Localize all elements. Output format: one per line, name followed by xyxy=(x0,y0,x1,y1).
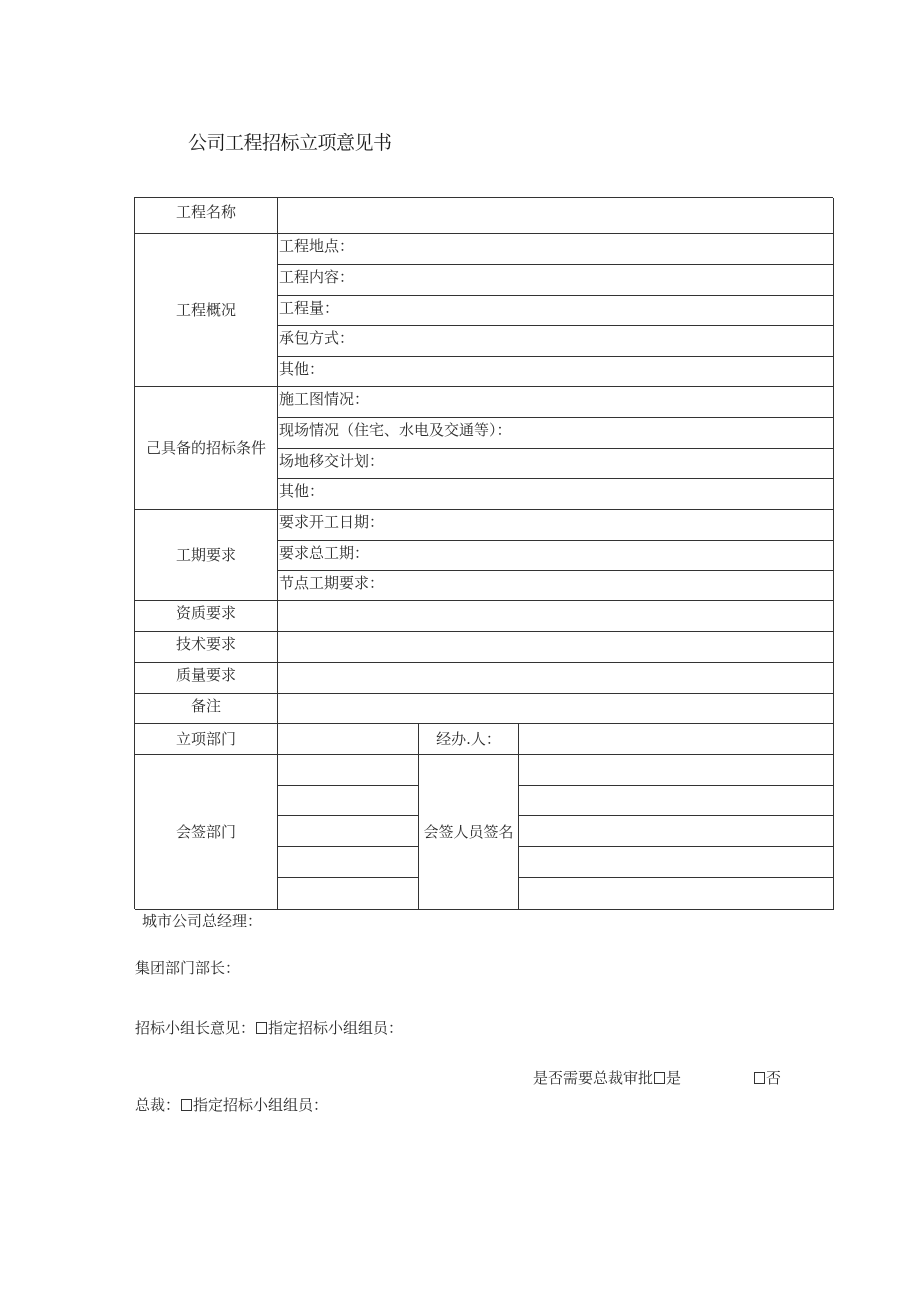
cosign-dept-row[interactable] xyxy=(278,755,419,786)
cosign-signature-row[interactable] xyxy=(519,878,834,910)
conditions-handover-field[interactable]: 场地移交计划： xyxy=(278,449,834,479)
handler-label: 经办.人： xyxy=(419,724,519,755)
cosign-dept-label: 会签部门 xyxy=(135,755,278,910)
dept-field[interactable] xyxy=(278,724,419,755)
cosign-dept-row[interactable] xyxy=(278,847,419,878)
president-line xyxy=(135,1096,328,1114)
approval-yes-label: 是 xyxy=(666,1069,682,1087)
conditions-label: 己具备的招标条件 xyxy=(135,387,278,510)
cosign-dept-row[interactable] xyxy=(278,816,419,847)
cosign-signature-row[interactable] xyxy=(519,847,834,878)
conditions-drawings-field[interactable]: 施工图情况： xyxy=(278,387,834,418)
approval-form-table xyxy=(134,197,833,909)
handler-field[interactable] xyxy=(519,724,834,755)
page-title: 公司工程招标立项意见书 xyxy=(188,132,392,154)
qualification-field[interactable] xyxy=(278,601,834,632)
conditions-site-field[interactable]: 现场情况（住宅、水电及交通等）： xyxy=(278,418,834,449)
quality-label: 质量要求 xyxy=(135,663,278,694)
approval-no-label: 否 xyxy=(766,1069,782,1087)
cosign-dept-row[interactable] xyxy=(278,786,419,816)
technical-label: 技术要求 xyxy=(135,632,278,663)
project-name-label: 工程名称 xyxy=(135,198,278,234)
schedule-label: 工期要求 xyxy=(135,510,278,601)
approval-yes-checkbox[interactable] xyxy=(654,1072,665,1084)
leader-opinion-line xyxy=(135,1019,403,1037)
approval-question-line xyxy=(533,1069,681,1087)
assign-members-label: 指定招标小组组员： xyxy=(268,1019,404,1037)
dept-label: 立项部门 xyxy=(135,724,278,755)
project-name-field[interactable] xyxy=(278,198,834,234)
schedule-milestone-field[interactable]: 节点工期要求： xyxy=(278,571,834,601)
remarks-label: 备注 xyxy=(135,694,278,724)
qualification-label: 资质要求 xyxy=(135,601,278,632)
schedule-total-field[interactable]: 要求总工期： xyxy=(278,541,834,571)
quality-field[interactable] xyxy=(278,663,834,694)
conditions-other-field[interactable]: 其他： xyxy=(278,479,834,510)
technical-field[interactable] xyxy=(278,632,834,663)
city-manager-line: 城市公司总经理： xyxy=(142,912,263,930)
approval-question-label: 是否需要总裁审批 xyxy=(533,1069,654,1087)
overview-contract-type-field[interactable]: 承包方式： xyxy=(278,326,834,357)
leader-opinion-label: 招标小组长意见： xyxy=(135,1019,256,1037)
overview-location-field[interactable]: 工程地点： xyxy=(278,234,834,265)
approval-no-checkbox[interactable] xyxy=(754,1072,765,1084)
cosign-people-label: 会签人员签名 xyxy=(419,755,519,910)
remarks-field[interactable] xyxy=(278,694,834,724)
overview-label: 工程概况 xyxy=(135,234,278,387)
cosign-dept-row[interactable] xyxy=(278,878,419,910)
president-assign-label: 指定招标小组组员： xyxy=(193,1096,329,1114)
cosign-signature-row[interactable] xyxy=(519,755,834,786)
cosign-signature-row[interactable] xyxy=(519,816,834,847)
overview-quantity-field[interactable]: 工程量： xyxy=(278,296,834,326)
president-assign-checkbox[interactable] xyxy=(181,1099,192,1111)
approval-no-option xyxy=(753,1069,781,1087)
overview-other-field[interactable]: 其他： xyxy=(278,357,834,387)
group-head-line: 集团部门部长： xyxy=(135,959,241,977)
president-label: 总裁： xyxy=(135,1096,181,1114)
assign-members-checkbox[interactable] xyxy=(256,1022,267,1034)
overview-content-field[interactable]: 工程内容： xyxy=(278,265,834,296)
cosign-signature-row[interactable] xyxy=(519,786,834,816)
schedule-start-field[interactable]: 要求开工日期： xyxy=(278,510,834,541)
